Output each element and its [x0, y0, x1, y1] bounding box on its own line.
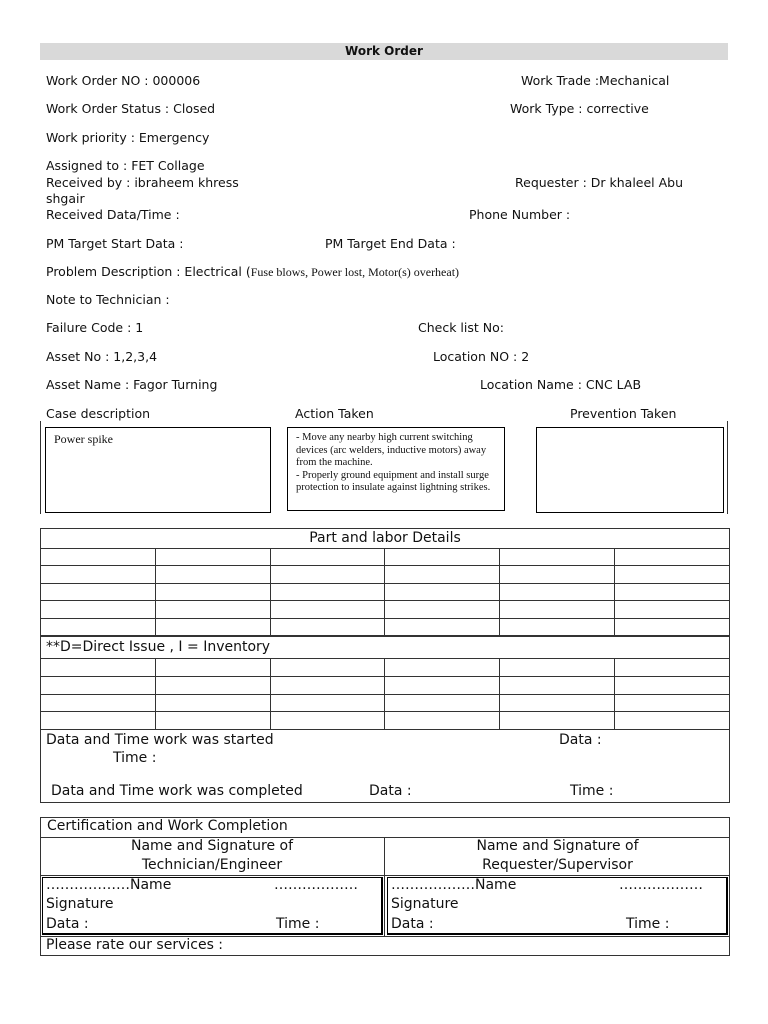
problem-description [46, 264, 459, 280]
pm-target-start: PM Target Start Data : [46, 236, 184, 251]
work-order-status: Work Order Status : Closed [46, 101, 216, 116]
failure-code: Failure Code : 1 [46, 320, 144, 335]
technician-signature: Signature [46, 896, 114, 912]
parts-table-bottom [40, 658, 730, 730]
table-row [41, 694, 730, 712]
case-description-header: Case description [46, 406, 151, 421]
note-to-technician: Note to Technician : [46, 292, 170, 307]
action-taken-box [287, 427, 505, 511]
location-no: Location NO : 2 [433, 349, 530, 364]
requester-name-line: ………………Name [391, 877, 517, 893]
work-type: Work Type : corrective [510, 101, 649, 116]
requester-continued: shgair [46, 191, 85, 206]
certification-header: Certification and Work Completion [47, 818, 288, 834]
table-row [41, 566, 730, 583]
checklist-no: Check list No: [418, 320, 504, 335]
table-row [41, 676, 730, 694]
technician-header-1: Name and Signature of [130, 838, 294, 854]
parts-note-row [40, 636, 730, 659]
table-row [41, 659, 730, 677]
requester-dots: ……………… [619, 877, 703, 893]
received-datetime: Received Data/Time : [46, 207, 180, 222]
requester-signature: Signature [391, 896, 459, 912]
work-completed-label: Data and Time work was completed [51, 783, 303, 799]
action-taken-header: Action Taken [295, 406, 374, 421]
problem-detail: Fuse blows, Power lost, Motor(s) overheat) [250, 265, 460, 279]
work-priority: Work priority : Emergency [46, 130, 210, 145]
asset-no: Asset No : 1,2,3,4 [46, 349, 158, 364]
parts-header-row [40, 528, 730, 549]
right-border [727, 421, 728, 514]
requester-header-1: Name and Signature of [476, 838, 639, 854]
technician-time: Time : [276, 916, 320, 932]
technician-data: Data : [46, 916, 89, 932]
table-row [41, 712, 730, 730]
technician-dots: ……………… [274, 877, 358, 893]
parts-note: **D=Direct Issue , I = Inventory [46, 639, 271, 655]
table-row [41, 549, 730, 566]
work-completed-time: Time : [570, 783, 614, 799]
work-started-label: Data and Time work was started [46, 732, 274, 748]
divider [40, 875, 730, 876]
assigned-to: Assigned to : FET Collage [46, 158, 205, 173]
requester-time: Time : [626, 916, 670, 932]
parts-table-top [40, 548, 730, 636]
prevention-taken-box [536, 427, 724, 513]
prevention-taken-header: Prevention Taken [570, 406, 677, 421]
location-name: Location Name : CNC LAB [480, 377, 642, 392]
prevention-taken-text [537, 428, 723, 436]
work-order-no: Work Order NO : 000006 [46, 73, 201, 88]
pm-target-end: PM Target End Data : [325, 236, 456, 251]
left-border [40, 421, 41, 514]
phone-number: Phone Number : [469, 207, 571, 222]
work-started-data: Data : [559, 732, 602, 748]
parts-header: Part and labor Details [309, 530, 461, 546]
rate-services: Please rate our services : [46, 937, 224, 953]
received-by: Received by : ibraheem khress [46, 175, 239, 190]
problem-prefix: Problem Description : Electrical ( [46, 264, 251, 279]
technician-header-2: Technician/Engineer [141, 857, 283, 873]
table-row [41, 583, 730, 600]
document-title: Work Order [40, 43, 728, 60]
technician-name-line: ………………Name [46, 877, 172, 893]
table-row [41, 618, 730, 635]
requester: Requester : Dr khaleel Abu [515, 175, 684, 190]
case-description-text: Power spike [54, 432, 113, 446]
requester-data: Data : [391, 916, 434, 932]
work-completed-data: Data : [369, 783, 412, 799]
asset-name: Asset Name : Fagor Turning [46, 377, 218, 392]
action-taken-text: - Move any nearby high current switching devices (arc welders, inductive motors) away from the machine. - Properly ground equipment and install surge protection to insulate against lightning strikes. [296, 432, 491, 493]
requester-header-2: Requester/Supervisor [482, 857, 633, 873]
case-description-box [45, 427, 271, 513]
work-trade: Work Trade :Mechanical [521, 73, 670, 88]
table-row [41, 601, 730, 618]
work-started-time: Time : [113, 750, 157, 766]
